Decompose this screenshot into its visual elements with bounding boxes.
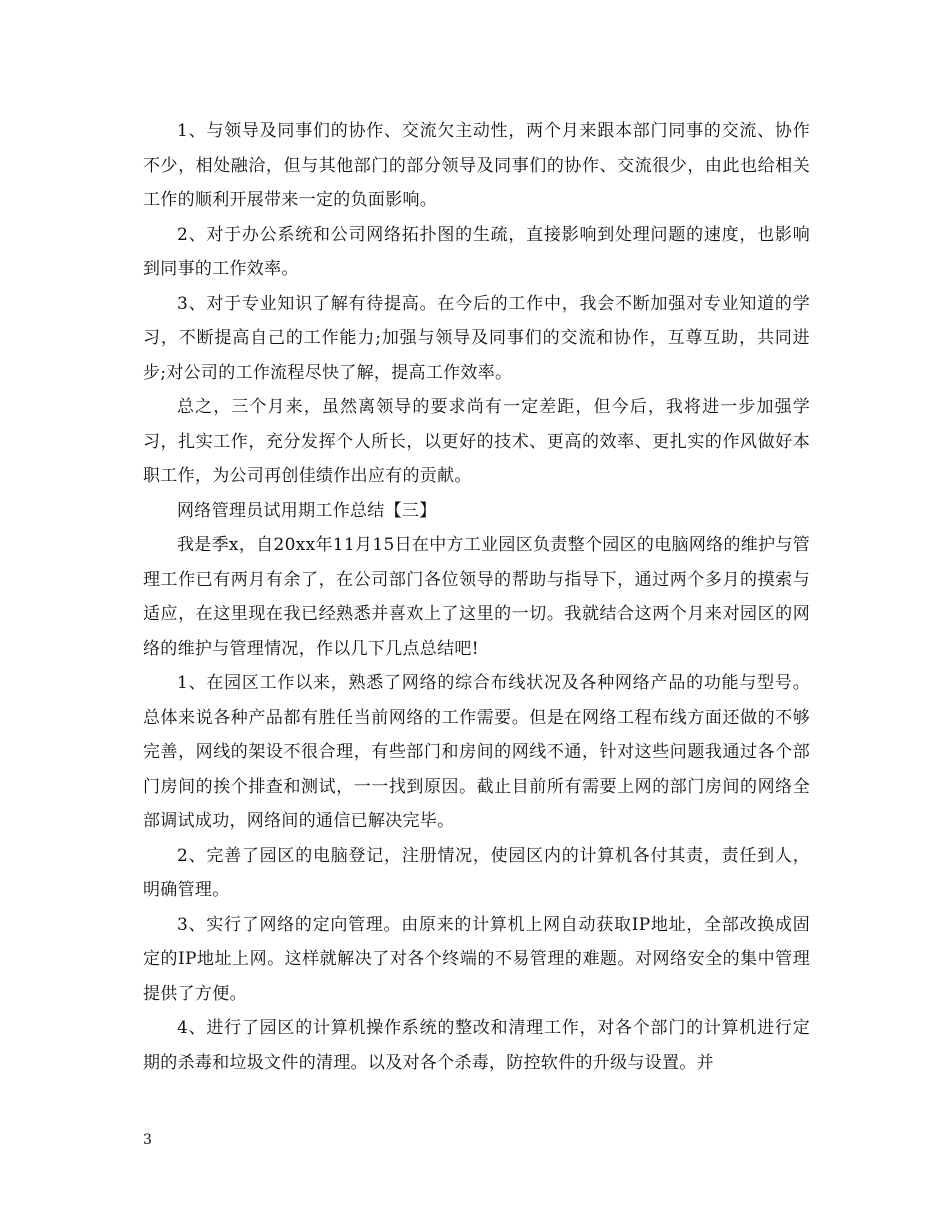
- paragraph-collaboration-issue: 1、与领导及同事们的协作、交流欠主动性，两个月来跟本部门同事的交流、协作不少，相处融洽，但与其他部门的部分领导及同事们的协作、交流很少，由此也给相关工作的顺利开展带来一定的负面影响。: [143, 121, 810, 210]
- paragraph-ip-management: 3、实行了网络的定向管理。由原来的计算机上网自动获取IP地址，全部改换成固定的IP地址上网。这样就解决了对各个终端的不易管理的难题。对网络安全的集中管理提供了方便。: [143, 914, 810, 1004]
- paragraph-professional-knowledge: 3、对于专业知识了解有待提高。在今后的工作中，我会不断加强对专业知道的学习，不断提高自己的工作能力;加强与领导及同事们的交流和协作，互尊互助，共同进步;对公司的工作流程尽快了解，提高工作效率。: [143, 293, 810, 383]
- paragraph-office-system: 2、对于办公系统和公司网络拓扑图的生疏，直接影响到处理问题的速度，也影响到同事的工作效率。: [143, 224, 810, 279]
- paragraph-registration: 2、完善了园区的电脑登记，注册情况，使园区内的计算机各付其责，责任到人，明确管理。: [143, 845, 810, 900]
- paragraph-os-cleanup: 4、进行了园区的计算机操作系统的整改和清理工作，对各个部门的计算机进行定期的杀毒和垃圾文件的清理。以及对各个杀毒，防控软件的升级与设置。并: [143, 1018, 810, 1073]
- document-body: [143, 114, 810, 1080]
- paragraph-cabling: 1、在园区工作以来，熟悉了网络的综合布线状况及各种网络产品的功能与型号。总体来说各种产品都有胜任当前网络的工作需要。但是在网络工程布线方面还做的不够完善，网线的架设不很合理，有些部门和房间的网线不通，针对这些问题我通过各个部门房间的挨个排查和测试，一一找到原因。截止目前所有需要上网的部门房间的网络全部调试成功，网络间的通信已解决完毕。: [143, 673, 810, 831]
- paragraph-introduction: 我是季x，自20xx年11月15日在中方工业园区负责整个园区的电脑网络的维护与管理工作已有两月有余了，在公司部门各位领导的帮助与指导下，通过两个多月的摸索与适应，在这里现在我已经熟悉并喜欢上了这里的一切。我就结合这两个月来对园区的网络的维护与管理情况，作以几下几点总结吧!: [143, 535, 810, 659]
- section-heading: 网络管理员试用期工作总结【三】: [177, 500, 437, 521]
- page-number: 3: [143, 1132, 152, 1148]
- paragraph-summary: 总之，三个月来，虽然离领导的要求尚有一定差距，但今后，我将进一步加强学习，扎实工作，充分发挥个人所长，以更好的技术、更高的效率、更扎实的作风做好本职工作，为公司再创佳绩作出应有的贡献。: [143, 397, 810, 486]
